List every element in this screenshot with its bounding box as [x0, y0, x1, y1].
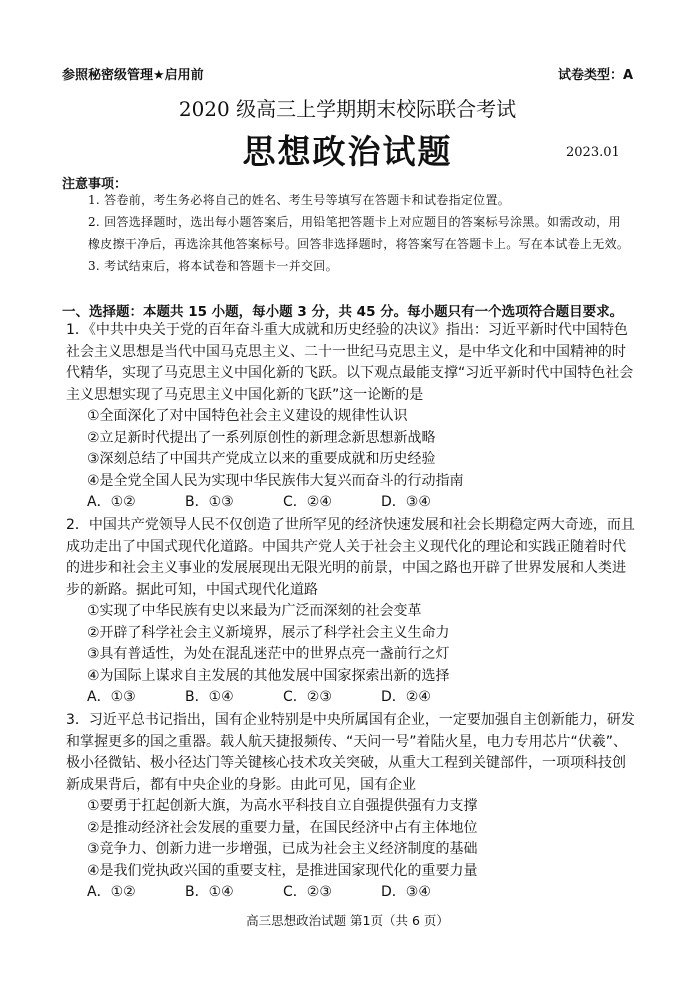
question-stem: 3．习近平总书记指出，国有企业特别是中央所属国有企业，一定要加强自主创新能力，研发和掌握更多的国之重器。载人航天捷报频传、“天问一号”着陆火星，电力专用芯片“伏羲”、极小径微钻、极小径达门等关键核心技术攻关突破，从重大工程到关键部件，一项项科技创新成果背后，都有中央企业的身影。由此可见，国有企业: [66, 712, 635, 793]
statement-1: ①要勇于扛起创新大旗，为高水平科技自立自强提供强有力支撑: [87, 798, 478, 814]
answer-c: C．②③: [283, 689, 332, 705]
notice-item-3: 3. 考试结束后，将本试卷和答题卡一并交回。: [88, 259, 338, 273]
question-stem: 1．《中共中央关于党的百年奋斗重大成就和历史经验的决议》指出：习近平新时代中国特色社会主义思想是当代中国马克思主义、二十一世纪马克思主义，是中华文化和中国精神的时代精华，实现了马克思主义中国化新的飞跃。以下观点最能支撑“习近平新时代中国特色社会主义思想实现了马克思主义中国化新的飞跃”这一论断的是: [66, 322, 634, 403]
statement-2: ②立足新时代提出了一系列原创性的新理念新思想新战略: [87, 429, 436, 446]
answer-b: B．①④: [185, 884, 234, 900]
question-2: [66, 515, 638, 709]
statement-4: ④是全党全国人民为实现中华民族伟大复兴而奋斗的行动指南: [87, 472, 464, 489]
answer-choices: [66, 882, 638, 904]
notice-item-1: 1. 答卷前，考生务必将自己的姓名、考生号等填写在答题卡和试卷指定位置。: [88, 193, 511, 207]
answer-c: C．②④: [283, 494, 332, 510]
question-stem: 2．中国共产党领导人民不仅创造了世所罕见的经济快速发展和社会长期稳定两大奇迹，而且成功走出了中国式现代化道路。中国共产党人关于社会主义现代化的理论和实践正随着时代的进步和社会主义事业的发展展现出无限光明的前景，中国之路也开辟了世界发展和人类进步的新路。据此可知，中国式现代化道路: [66, 517, 635, 598]
confidentiality-label: 参照秘密级管理★启用前: [62, 68, 204, 83]
statement-3: ③深刻总结了中国共产党成立以来的重要成就和历史经验: [87, 451, 436, 467]
notice-heading: 注意事项：: [62, 177, 128, 192]
statement-2: ②是推动经济社会发展的重要力量，在国民经济中占有主体地位: [87, 819, 478, 836]
page-footer: 高三思想政治试题 第1页（共 6 页）: [246, 913, 449, 928]
notice-list: [62, 189, 630, 277]
statement-1: ①实现了中华民族有史以来最为广泛而深刻的社会变革: [87, 603, 422, 619]
exam-date: 2023.01: [566, 145, 620, 160]
statement-2: ②开辟了科学社会主义新境界，展示了科学社会主义生命力: [87, 624, 450, 641]
statement-4: ④是我们党执政兴国的重要支柱，是推进国家现代化的重要力量: [87, 862, 478, 879]
notice-item-2: 2. 回答选择题时，选出每小题答案后，用铅笔把答题卡上对应题目的答案标号涂黑。如需改动，用橡皮擦干净后，再选涂其他答案标号。回答非选择题时，将答案写在答题卡上。写在本试卷上无效。: [88, 215, 630, 251]
answer-d: D．③④: [381, 494, 431, 510]
answer-choices: [66, 492, 638, 514]
answer-a: A．①③: [87, 689, 136, 705]
statement-1: ①全面深化了对中国特色社会主义建设的规律性认识: [87, 408, 408, 424]
statement-3: ③具有普适性，为处在混乱迷茫中的世界点亮一盏前行之灯: [87, 646, 450, 662]
answer-choices: [66, 687, 638, 709]
paper-type-label: 试卷类型：A: [557, 68, 633, 83]
statement-3: ③竞争力、创新力进一步增强，已成为社会主义经济制度的基础: [87, 841, 478, 857]
answer-b: B．①③: [185, 494, 234, 510]
statement-4: ④为国际上谋求自主发展的其他发展中国家探索出新的选择: [87, 667, 450, 684]
subject-title: 思想政治试题: [242, 132, 453, 171]
exam-title: 2020 级高三上学期期末校际联合考试: [178, 97, 517, 121]
answer-d: D．②④: [381, 689, 431, 705]
section-heading: 一、选择题：本题共 15 小题，每小题 3 分，共 45 分。每小题只有一个选项符合题目要求。: [62, 304, 624, 320]
question-3: [66, 710, 638, 904]
answer-a: A．①②: [87, 494, 136, 510]
answer-b: B．①④: [185, 689, 234, 705]
answer-d: D．③④: [381, 884, 431, 900]
answer-c: C．②③: [283, 884, 332, 900]
question-1: [66, 320, 638, 514]
answer-a: A．①②: [87, 884, 136, 900]
